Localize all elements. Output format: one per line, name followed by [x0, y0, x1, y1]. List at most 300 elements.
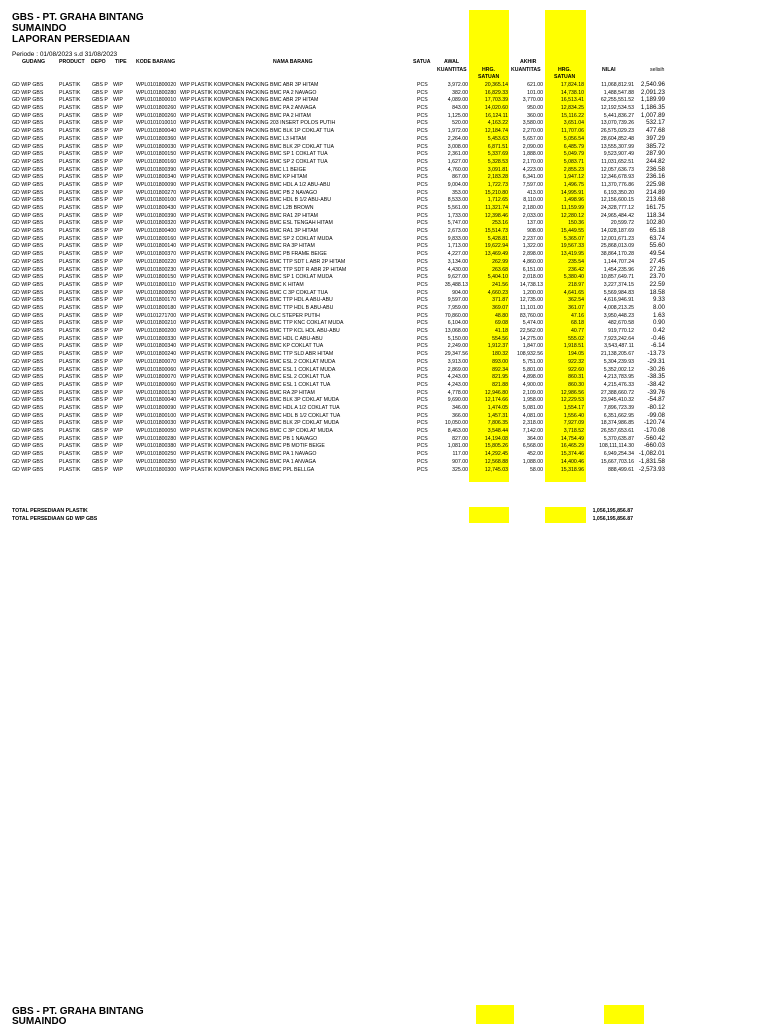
cell-satuan: PCS: [417, 366, 428, 373]
cell-selisih: 161.75: [646, 204, 665, 212]
cell-akhir-kuantitas: 1,322.00: [522, 243, 543, 250]
cell-product: PLASTIK: [59, 143, 81, 150]
cell-satuan: PCS: [417, 281, 428, 288]
cell-awal-kuantitas: 13,068.00: [444, 328, 468, 335]
cell-product: PLASTIK: [59, 458, 81, 465]
highlight-total-awal: [469, 507, 509, 523]
cell-depo: GBS P: [92, 166, 108, 173]
cell-awal-kuantitas: 1,972.00: [447, 128, 468, 135]
cell-nilai: 4,008,213.25: [603, 305, 634, 311]
cell-selisih: 532.17: [646, 119, 665, 127]
cell-nilai: 482,670.58: [608, 320, 634, 327]
cell-akhir-kuantitas: 452.00: [527, 451, 543, 458]
cell-gudang: GD WIP GBS: [12, 381, 44, 388]
cell-kode-barang: WPL0101800110: [136, 281, 176, 288]
cell-gudang: GD WIP GBS: [12, 181, 44, 188]
cell-selisih: -660.03: [644, 442, 665, 450]
cell-satuan: PCS: [417, 158, 428, 165]
cell-hrg-satuan-awal: 1,722.73: [487, 181, 508, 188]
cell-kode-barang: WPL0101800280: [136, 435, 177, 442]
cell-selisih: 27.45: [649, 257, 665, 265]
cell-product: PLASTIK: [59, 158, 81, 165]
cell-kode-barang: WPL0101800170: [136, 297, 177, 304]
cell-nilai: 12,192,534.53: [600, 105, 634, 112]
cell-tipe: WIP: [113, 135, 123, 142]
cell-depo: GBS P: [92, 212, 108, 219]
cell-selisih: 236.16: [646, 173, 665, 181]
table-row: [0, 113, 768, 119]
cell-depo: GBS P: [92, 351, 108, 358]
cell-selisih: -38.35: [647, 373, 665, 381]
cell-hrg-satuan-awal: 7,806.35: [487, 420, 508, 427]
cell-depo: GBS P: [92, 120, 108, 127]
cell-tipe: WIP: [113, 258, 123, 265]
cell-satuan: PCS: [417, 358, 428, 365]
cell-nama-barang: WIP PLASTIK KOMPONEN PACKING BMC TTP KNC COKLAT MUDA: [180, 320, 344, 327]
cell-akhir-kuantitas: 12,735.00: [519, 297, 543, 304]
cell-satuan: PCS: [417, 166, 428, 173]
cell-depo: GBS P: [92, 158, 108, 165]
cell-nilai: 3,950,448.23: [603, 312, 634, 319]
site-name: SUMAINDO: [12, 23, 67, 34]
cell-tipe: WIP: [113, 120, 123, 127]
cell-nilai: 7,923,242.64: [603, 335, 634, 342]
cell-tipe: WIP: [113, 358, 123, 365]
cell-hrg-satuan-awal: 241.56: [492, 281, 508, 288]
cell-selisih: 477.68: [646, 127, 665, 135]
cell-nama-barang: WIP PLASTIK KOMPONEN PACKING BMC HDL B 1/2 ABU-ABU: [180, 197, 331, 204]
cell-nama-barang: WIP PLASTIK KOMPONEN PACKING BMC KP HITAM: [180, 174, 308, 181]
cell-product: PLASTIK: [59, 420, 81, 427]
cell-selisih: 1,007.89: [640, 111, 665, 119]
cell-depo: GBS P: [92, 258, 108, 265]
cell-tipe: WIP: [113, 128, 123, 135]
cell-hrg-satuan-akhir: 7,927.09: [563, 420, 584, 427]
cell-depo: GBS P: [92, 135, 108, 142]
cell-tipe: WIP: [113, 435, 123, 442]
cell-nilai: 15,667,703.16: [600, 458, 634, 465]
table-row: [0, 167, 768, 173]
cell-selisih: 0.90: [652, 319, 665, 327]
cell-akhir-kuantitas: 1,847.00: [522, 343, 543, 350]
cell-hrg-satuan-awal: 12,568.88: [484, 458, 508, 465]
cell-satuan: PCS: [417, 451, 428, 458]
cell-depo: GBS P: [92, 197, 108, 204]
cell-product: PLASTIK: [59, 412, 81, 419]
cell-selisih: -2,573.93: [638, 465, 665, 473]
table-row: [0, 282, 768, 288]
cell-tipe: WIP: [113, 335, 123, 342]
cell-tipe: WIP: [113, 397, 123, 404]
cell-kode-barang: WPL0101800030: [136, 420, 177, 427]
cell-depo: GBS P: [92, 189, 108, 196]
cell-depo: GBS P: [92, 374, 108, 381]
cell-kode-barang: WPL0101800250: [136, 458, 177, 465]
cell-hrg-satuan-akhir: 860.31: [568, 374, 584, 381]
cell-awal-kuantitas: 5,150.00: [447, 335, 468, 342]
cell-nilai: 108,111,114.30: [599, 443, 634, 450]
cell-akhir-kuantitas: 4,898.00: [522, 374, 543, 381]
cell-kode-barang: WPL0101800360: [136, 135, 177, 142]
cell-kode-barang: WPL0101800040: [136, 397, 177, 404]
cell-akhir-kuantitas: 5,801.00: [522, 366, 543, 373]
cell-depo: GBS P: [92, 151, 108, 158]
cell-akhir-kuantitas: 6,341.00: [522, 174, 543, 181]
cell-tipe: WIP: [113, 205, 123, 212]
cell-awal-kuantitas: 904.00: [452, 289, 468, 296]
cell-nama-barang: WIP PLASTIK KOMPONEN PACKING BMC RA1 3P HITAM: [180, 228, 318, 235]
cell-nama-barang: WIP PLASTIK KOMPONEN PACKING BMC SP 2 COKLAT TUA: [180, 158, 328, 165]
cell-hrg-satuan-akhir: 15,116.22: [561, 112, 584, 119]
cell-tipe: WIP: [113, 458, 123, 465]
cell-nama-barang: WIP PLASTIK KOMPONEN PACKING BMC TTP KCL HDL ABU-ABU: [180, 328, 340, 335]
cell-tipe: WIP: [113, 428, 123, 435]
cell-satuan: PCS: [417, 197, 428, 204]
cell-awal-kuantitas: 346.00: [452, 404, 468, 411]
cell-hrg-satuan-awal: 554.56: [492, 335, 508, 342]
cell-tipe: WIP: [113, 189, 123, 196]
cell-satuan: PCS: [417, 235, 428, 242]
cell-hrg-satuan-awal: 821.95: [492, 374, 508, 381]
col-hrg-akhir: HRG.: [558, 67, 571, 73]
cell-kode-barang: WPL0101800140: [136, 243, 177, 250]
cell-hrg-satuan-awal: 14,194.08: [484, 435, 508, 442]
table-row: [0, 182, 768, 188]
cell-hrg-satuan-akhir: 194.05: [568, 351, 584, 358]
cell-depo: GBS P: [92, 305, 108, 311]
cell-gudang: GD WIP GBS: [12, 297, 44, 304]
cell-gudang: GD WIP GBS: [12, 197, 44, 204]
cell-gudang: GD WIP GBS: [12, 235, 44, 242]
cell-gudang: GD WIP GBS: [12, 112, 44, 119]
cell-nilai: 7,896,723.39: [603, 404, 634, 411]
cell-akhir-kuantitas: 1,200.00: [522, 289, 543, 296]
cell-gudang: GD WIP GBS: [12, 412, 44, 419]
cell-selisih: 1,186.35: [640, 104, 665, 112]
cell-nama-barang: WIP PLASTIK KOMPONEN PACKING BMC BLK 1P COKLAT TUA: [180, 128, 334, 135]
cell-nilai: 1,488,547.88: [603, 89, 634, 96]
table-row: [0, 459, 768, 465]
cell-akhir-kuantitas: 2,018.00: [522, 274, 543, 281]
cell-hrg-satuan-awal: 262.99: [492, 258, 508, 265]
cell-hrg-satuan-akhir: 1,556.40: [563, 412, 584, 419]
cell-tipe: WIP: [113, 89, 123, 96]
cell-product: PLASTIK: [59, 274, 81, 281]
cell-depo: GBS P: [92, 312, 108, 319]
cell-nama-barang: WIP PLASTIK KOMPONEN PACKING BMC PA 2 HITAM: [180, 112, 311, 119]
cell-kode-barang: WPL0101800130: [136, 389, 177, 396]
cell-product: PLASTIK: [59, 120, 81, 127]
cell-awal-kuantitas: 9,004.00: [447, 181, 468, 188]
cell-awal-kuantitas: 2,264.00: [447, 135, 468, 142]
cell-kode-barang: WPL0101800430: [136, 205, 177, 212]
cell-tipe: WIP: [113, 181, 123, 188]
cell-depo: GBS P: [92, 181, 108, 188]
cell-akhir-kuantitas: 108,932.56: [517, 351, 543, 358]
cell-awal-kuantitas: 2,361.00: [447, 151, 468, 158]
cell-nilai: 13,070,739.26: [600, 120, 634, 127]
cell-gudang: GD WIP GBS: [12, 281, 44, 288]
cell-depo: GBS P: [92, 228, 108, 235]
cell-gudang: GD WIP GBS: [12, 404, 44, 411]
cell-product: PLASTIK: [59, 389, 81, 396]
cell-selisih: 397.29: [646, 134, 665, 142]
cell-kode-barang: WPL0101800070: [136, 374, 177, 381]
cell-gudang: GD WIP GBS: [12, 328, 44, 335]
cell-hrg-satuan-awal: 16,829.33: [484, 89, 508, 96]
cell-product: PLASTIK: [59, 205, 81, 212]
table-row: [0, 197, 768, 203]
cell-nama-barang: WIP PLASTIK KOMPONEN PACKING BMC BLK 3P COKLAT MUDA: [180, 397, 339, 404]
col-nilai: NILAI: [602, 67, 616, 73]
cell-depo: GBS P: [92, 458, 108, 465]
cell-tipe: WIP: [113, 158, 123, 165]
cell-hrg-satuan-akhir: 5,056.54: [563, 135, 584, 142]
cell-gudang: GD WIP GBS: [12, 228, 44, 235]
cell-tipe: WIP: [113, 320, 123, 327]
table-row: [0, 382, 768, 388]
cell-nama-barang: WIP PLASTIK KOMPONEN PACKING BMC HDL C ABU-ABU: [180, 335, 323, 342]
cell-hrg-satuan-akhir: 14,995.91: [560, 189, 584, 196]
cell-product: PLASTIK: [59, 235, 81, 242]
cell-gudang: GD WIP GBS: [12, 120, 44, 127]
cell-satuan: PCS: [417, 435, 428, 442]
cell-hrg-satuan-awal: 15,805.26: [484, 443, 508, 450]
cell-depo: GBS P: [92, 89, 108, 96]
cell-hrg-satuan-awal: 12,745.03: [484, 466, 508, 473]
col-selisih: selisih: [650, 67, 665, 73]
cell-nama-barang: WIP PLASTIK KOMPONEN PACKING BMC TTP SLD ABR HITAM: [180, 351, 334, 358]
cell-awal-kuantitas: 3,913.00: [447, 358, 468, 365]
cell-gudang: GD WIP GBS: [12, 366, 44, 373]
cell-nilai: 5,441,836.27: [603, 112, 634, 119]
cell-selisih: 1,189.99: [640, 96, 665, 104]
cell-product: PLASTIK: [59, 381, 81, 388]
cell-nilai: 6,351,662.95: [603, 412, 634, 419]
cell-nilai: 5,304,239.93: [603, 358, 634, 365]
cell-hrg-satuan-akhir: 555.02: [568, 335, 584, 342]
cell-depo: GBS P: [92, 82, 108, 88]
cell-kode-barang: WPL0101800240: [136, 351, 177, 358]
cell-satuan: PCS: [417, 412, 428, 419]
cell-nama-barang: WIP PLASTIK KOMPONEN PACKING BMC SP 1 COKLAT TUA: [180, 151, 328, 158]
cell-kode-barang: WPL0101800260: [136, 105, 177, 112]
cell-nilai: 6,949,254.34: [603, 451, 634, 458]
cell-nilai: 11,370,776.86: [601, 181, 634, 188]
cell-gudang: GD WIP GBS: [12, 428, 44, 435]
cell-nama-barang: WIP PLASTIK KOMPONEN PACKING BMC TTP HDL A ABU-ABU: [180, 297, 333, 304]
cell-nama-barang: WIP PLASTIK KOMPONEN PACKING BMC KP COKLAT TUA: [180, 343, 324, 350]
cell-awal-kuantitas: 827.00: [452, 435, 468, 442]
cell-depo: GBS P: [92, 281, 108, 288]
cell-hrg-satuan-awal: 5,404.10: [487, 274, 508, 281]
cell-hrg-satuan-awal: 69.08: [495, 320, 508, 327]
table-row: [0, 451, 768, 457]
table-row: [0, 443, 768, 449]
cell-product: PLASTIK: [59, 105, 81, 112]
cell-hrg-satuan-akhir: 15,374.46: [560, 451, 584, 458]
cell-nilai: 28,604,852.48: [600, 135, 634, 142]
cell-selisih: 214.89: [646, 188, 665, 196]
cell-nama-barang: WIP PLASTIK KOMPONEN PACKING BMC PPL BELLGA: [180, 466, 315, 473]
cell-kode-barang: WPL0101800010: [136, 97, 177, 104]
cell-hrg-satuan-awal: 180.32: [492, 351, 508, 358]
cell-kode-barang: WPL0101800230: [136, 266, 177, 273]
cell-product: PLASTIK: [59, 181, 81, 188]
cell-hrg-satuan-awal: 3,091.81: [487, 166, 508, 173]
cell-nilai: 26,557,653.61: [600, 428, 634, 435]
cell-hrg-satuan-akhir: 19,567.33: [560, 243, 584, 250]
cell-akhir-kuantitas: 5,751.00: [522, 358, 543, 365]
cell-akhir-kuantitas: 413.00: [527, 189, 543, 196]
cell-nama-barang: WIP PLASTIK KOMPONEN PACKING BMC PA 1 ANVAGA: [180, 458, 316, 465]
table-row: [0, 359, 768, 365]
cell-product: PLASTIK: [59, 112, 81, 119]
cell-satuan: PCS: [417, 135, 428, 142]
table-row: [0, 274, 768, 280]
cell-selisih: 65.18: [649, 227, 665, 235]
cell-product: PLASTIK: [59, 312, 81, 319]
table-row: [0, 313, 768, 319]
cell-hrg-satuan-akhir: 12,280.12: [560, 212, 584, 219]
cell-gudang: GD WIP GBS: [12, 128, 44, 135]
cell-nama-barang: WIP PLASTIK KOMPONEN PACKING BMC PB FRAME BEIGE: [180, 251, 327, 258]
cell-kode-barang: WPL0101800030: [136, 143, 177, 150]
cell-nilai: 919,770.12: [608, 328, 634, 335]
cell-selisih: 18.58: [649, 288, 665, 296]
cell-nilai: 26,575,029.23: [600, 128, 634, 135]
cell-kode-barang: WPL0101800220: [136, 258, 177, 265]
cell-kode-barang: WPL0101800090: [136, 181, 177, 188]
cell-tipe: WIP: [113, 174, 123, 181]
cell-nilai: 3,543,487.11: [604, 343, 634, 350]
col-product: PRODUCT: [59, 59, 85, 65]
cell-depo: GBS P: [92, 343, 108, 350]
cell-tipe: WIP: [113, 281, 123, 288]
cell-nilai: 3,227,374.15: [603, 281, 634, 288]
cell-akhir-kuantitas: 1,958.00: [522, 397, 543, 404]
cell-awal-kuantitas: 9,833.00: [447, 235, 468, 242]
cell-hrg-satuan-awal: 15,514.73: [484, 228, 508, 235]
cell-hrg-satuan-awal: 12,184.74: [484, 128, 508, 135]
cell-gudang: GD WIP GBS: [12, 443, 44, 450]
cell-hrg-satuan-awal: 14,020.60: [484, 105, 508, 112]
total-plastik-label: TOTAL PERSEDIAAN PLASTIK: [12, 508, 88, 514]
cell-hrg-satuan-akhir: 17,824.18: [560, 82, 584, 88]
cell-product: PLASTIK: [59, 82, 81, 88]
cell-gudang: GD WIP GBS: [12, 105, 44, 112]
cell-satuan: PCS: [417, 181, 428, 188]
cell-akhir-kuantitas: 4,900.00: [522, 381, 543, 388]
cell-awal-kuantitas: 1,733.00: [447, 212, 468, 219]
cell-nama-barang: WIP PLASTIK KOMPONEN PACKING BMC TTP SDT R ABR 2P HITAM: [180, 266, 347, 273]
cell-selisih: 385.72: [646, 142, 665, 150]
cell-kode-barang: WPL0101800250: [136, 451, 177, 458]
cell-gudang: GD WIP GBS: [12, 458, 44, 465]
table-row: [0, 190, 768, 196]
cell-awal-kuantitas: 5,561.00: [447, 205, 468, 212]
cell-satuan: PCS: [417, 228, 428, 235]
cell-product: PLASTIK: [59, 251, 81, 258]
cell-nama-barang: WIP PLASTIK KOMPONEN PACKING BMC BLK 2P COKLAT MUDA: [180, 420, 339, 427]
cell-product: PLASTIK: [59, 151, 81, 158]
cell-nilai: 888,499.61: [608, 466, 634, 473]
cell-hrg-satuan-awal: 1,912.37: [487, 343, 508, 350]
cell-satuan: PCS: [417, 189, 428, 196]
cell-nama-barang: WIP PLASTIK KOMPONEN PACKING BMC ESL 2 COKLAT TUA: [180, 374, 331, 381]
cell-selisih: -0.46: [650, 334, 665, 342]
cell-satuan: PCS: [417, 258, 428, 265]
cell-satuan: PCS: [417, 212, 428, 219]
cell-product: PLASTIK: [59, 404, 81, 411]
cell-awal-kuantitas: 1,125.00: [447, 112, 468, 119]
cell-nama-barang: WIP PLASTIK KOMPONEN PACKING BMC PA 2 NAVAGO: [180, 89, 317, 96]
cell-kode-barang: WPL0101800210: [136, 320, 177, 327]
cell-depo: GBS P: [92, 220, 108, 227]
cell-product: PLASTIK: [59, 228, 81, 235]
cell-nama-barang: WIP PLASTIK KOMPONEN PACKING BMC L1 BEIGE: [180, 166, 307, 173]
cell-hrg-satuan-awal: 5,453.63: [487, 135, 508, 142]
cell-nilai: 25,868,013.09: [600, 243, 634, 250]
col-awal: AWAL: [444, 59, 459, 65]
table-row: [0, 428, 768, 434]
cell-akhir-kuantitas: 360.00: [527, 112, 543, 119]
cell-awal-kuantitas: 9,597.00: [447, 297, 468, 304]
table-row: [0, 205, 768, 211]
cell-product: PLASTIK: [59, 243, 81, 250]
cell-depo: GBS P: [92, 174, 108, 181]
cell-selisih: -30.26: [647, 365, 665, 373]
cell-product: PLASTIK: [59, 297, 81, 304]
table-row: [0, 236, 768, 242]
cell-kode-barang: WPL0101800050: [136, 428, 177, 435]
cell-hrg-satuan-akhir: 922.60: [568, 366, 584, 373]
cell-selisih: 55.60: [649, 242, 665, 250]
cell-product: PLASTIK: [59, 89, 81, 96]
cell-akhir-kuantitas: 4,223.00: [522, 166, 543, 173]
cell-product: PLASTIK: [59, 397, 81, 404]
cell-awal-kuantitas: 325.00: [452, 466, 468, 473]
cell-tipe: WIP: [113, 112, 123, 119]
cell-gudang: GD WIP GBS: [12, 212, 44, 219]
cell-nilai: 11,068,812.91: [601, 82, 634, 88]
cell-depo: GBS P: [92, 320, 108, 327]
cell-product: PLASTIK: [59, 289, 81, 296]
cell-kode-barang: WPL0101800280: [136, 89, 177, 96]
cell-nama-barang: WIP PLASTIK KOMPONEN PACKING BMC BLK 2P COKLAT TUA: [180, 143, 334, 150]
cell-hrg-satuan-akhir: 361.07: [568, 305, 584, 311]
table-row: [0, 351, 768, 357]
cell-hrg-satuan-awal: 19,622.94: [484, 243, 508, 250]
cell-nilai: 5,569,984.83: [603, 289, 634, 296]
cell-hrg-satuan-awal: 821.88: [492, 381, 508, 388]
cell-awal-kuantitas: 843.00: [452, 105, 468, 112]
cell-satuan: PCS: [417, 428, 428, 435]
cell-akhir-kuantitas: 2,090.00: [522, 143, 543, 150]
table-row: [0, 436, 768, 442]
cell-tipe: WIP: [113, 328, 123, 335]
cell-kode-barang: WPL0101800390: [136, 212, 177, 219]
cell-nilai: 24,965,484.42: [600, 212, 634, 219]
cell-product: PLASTIK: [59, 97, 81, 104]
table-row: [0, 328, 768, 334]
cell-satuan: PCS: [417, 320, 428, 327]
cell-gudang: GD WIP GBS: [12, 312, 44, 319]
cell-nilai: 1,144,707.24: [603, 258, 634, 265]
cell-awal-kuantitas: 4,227.00: [447, 251, 468, 258]
cell-akhir-kuantitas: 83,760.00: [519, 312, 543, 319]
cell-hrg-satuan-awal: 15,210.80: [484, 189, 508, 196]
